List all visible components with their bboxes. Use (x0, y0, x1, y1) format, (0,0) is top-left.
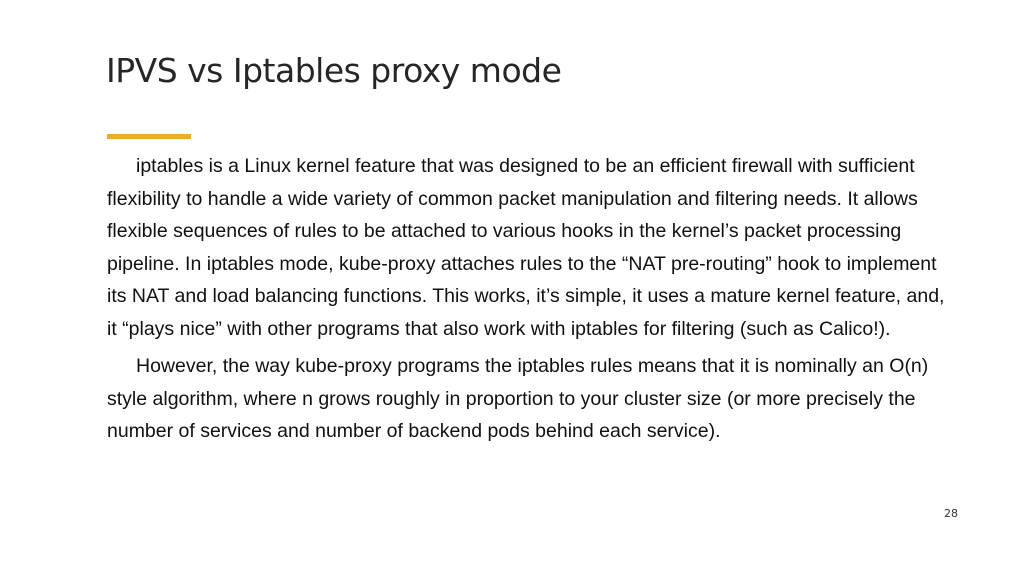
slide-title: IPVS vs Iptables proxy mode (106, 51, 562, 90)
title-accent-bar (107, 134, 191, 139)
body-paragraph-1: iptables is a Linux kernel feature that was designed to be an efficient firewall with sufficient flexibility to handle a wide variety of common packet manipulation and filtering needs. It allows flexible sequences of rules to be attached to various hooks in the kernel’s packet processing pipeline. In iptables mode, kube-proxy attaches rules to the “NAT pre-routing” hook to implement its NAT and load balancing functions. This works, it’s simple, it uses a mature kernel feature, and, it “plays nice” with other programs that also work with iptables for filtering (such as Calico!). (107, 155, 945, 340)
page-number: 28 (944, 507, 958, 520)
body-paragraph-2: However, the way kube-proxy programs the iptables rules means that it is nominally an O(n) style algorithm, where n grows roughly in proportion to your cluster size (or more precisely the number of services and number of backend pods behind each service). (107, 355, 929, 442)
slide-body (107, 150, 959, 448)
